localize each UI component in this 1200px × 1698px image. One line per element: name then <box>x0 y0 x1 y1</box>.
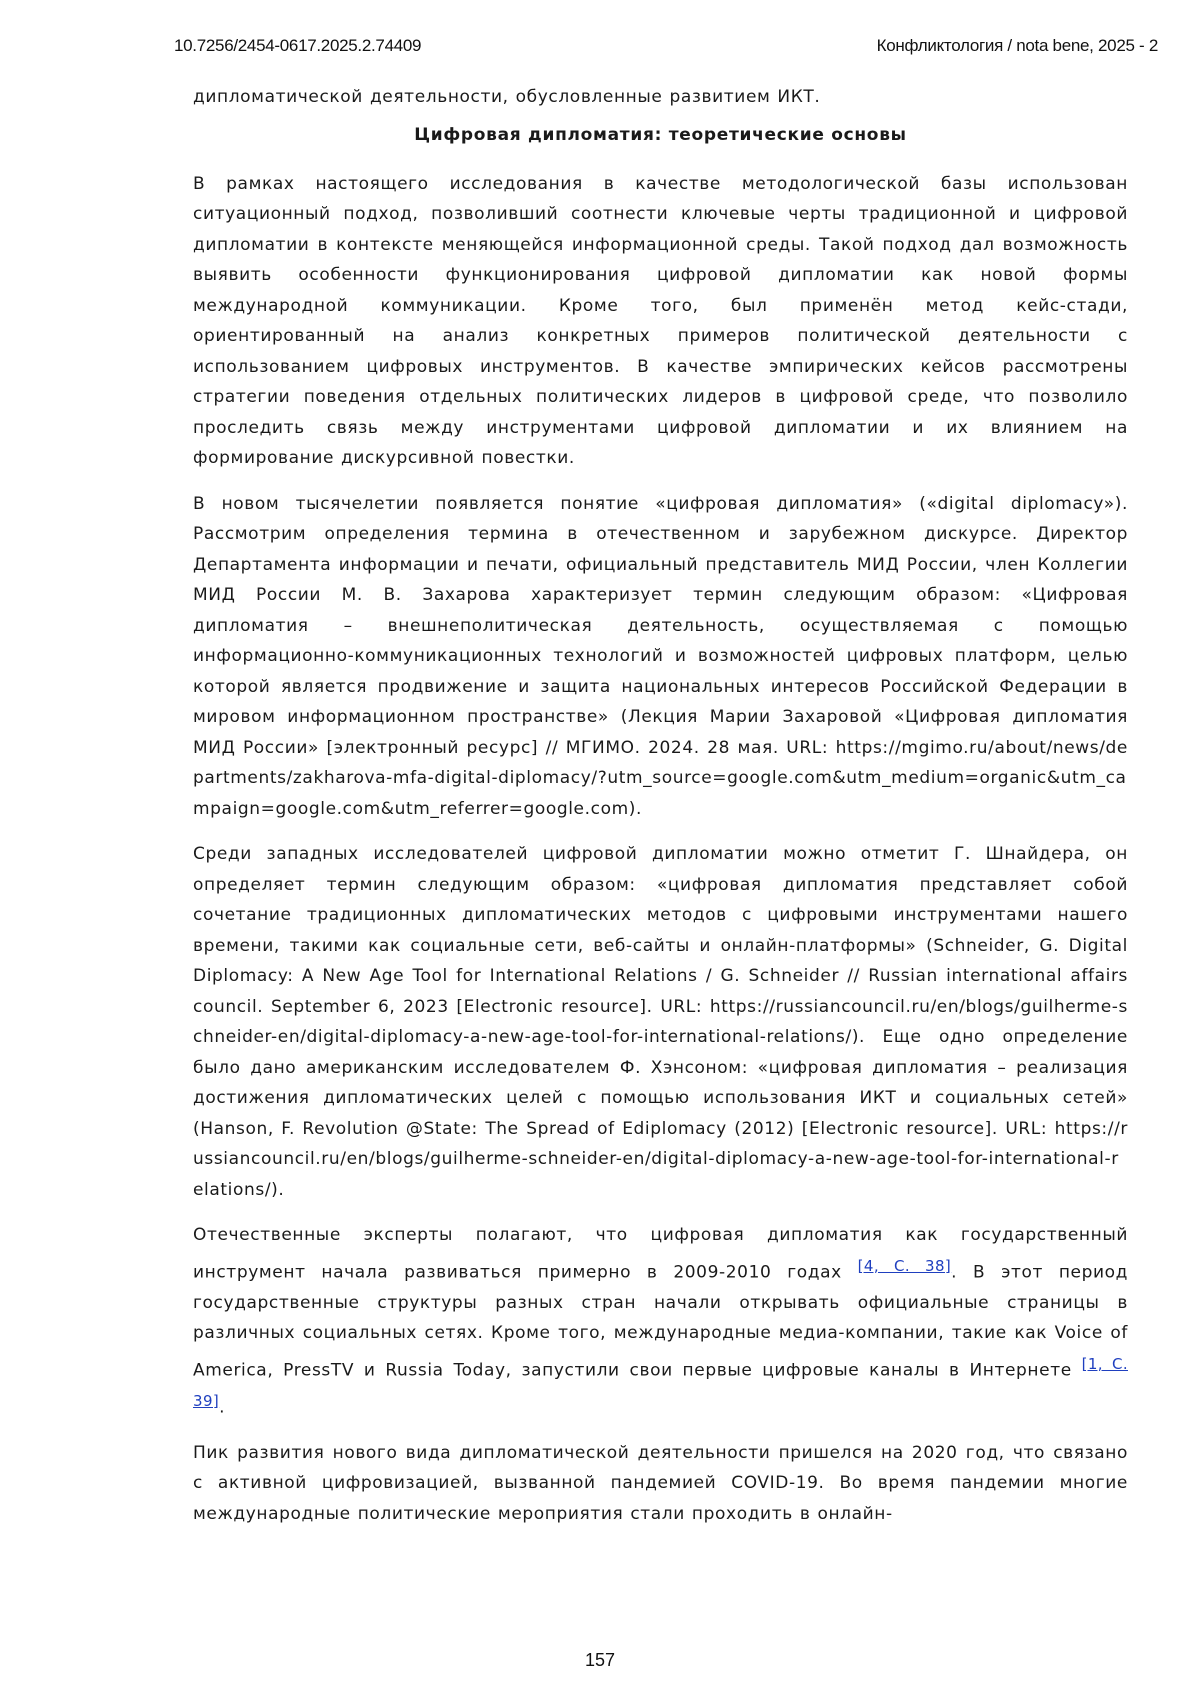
page-number: 157 <box>584 1650 616 1670</box>
url-text: https://russiancouncil.ru/en/blogs/guilherme-schneider-en/digital-diplomacy-a-new-age-tool-for-international-relations/). <box>193 1118 1128 1200</box>
paragraph-text: Еще одно определение было дано американским исследователем Ф. Хэнсоном: «цифровая дипломатия – реализация достижения дипломатических целей с помощью использования ИКТ и социальных сетей» (Hanson, F. Revolution @State: The Spread of Ediplomacy (2012) [Electronic resource]. URL: <box>193 1027 1128 1139</box>
citation-link[interactable]: [4, С. 38] <box>857 1256 952 1275</box>
paragraph-history <box>193 1220 1128 1423</box>
paragraph-text: Среди западных исследователей цифровой дипломатии можно отметит Г. Шнайдера, он определяет термин следующим образом: «цифровая дипломатия представляет собой сочетание традиционных дипломатических методов с цифровыми инструментами нашего времени, такими как социальные сети, веб-сайты и онлайн-платформы» (Schneider, G. Digital Diplomacy: A New Age Tool for International Relations / G. Schneider // Russian international affairs council. September 6, 2023 [Electronic resource]. URL: <box>193 844 1128 1017</box>
url-text: https://russiancouncil.ru/en/blogs/guilherme-schneider-en/digital-diplomacy-a-new-age-tool-for-international-relations/). <box>193 996 1128 1047</box>
paragraph-methodology: В рамках настоящего исследования в качестве методологической базы использован ситуационный подход, позволивший соотнести ключевые черты традиционной и цифровой дипломатии в контексте меняющейся информационной среды. Такой подход дал возможность выявить особенности функционирования цифровой дипломатии как новой формы международной коммуникации. Кроме того, был применён метод кейс-стади, ориентированный на анализ конкретных примеров политической деятельности с использованием цифровых инструментов. В качестве эмпирических кейсов рассмотрены стратегии поведения отдельных политических лидеров в цифровой среде, что позволило проследить связь между инструментами цифровой дипломатии и их влиянием на формирование дискурсивной повестки. <box>193 173 1128 468</box>
paragraph-pandemic: Пик развития нового вида дипломатической деятельности пришелся на 2020 год, что связано с активной цифровизацией, вызванной пандемией COVID-19. Во время пандемии многие международные политические мероприятия стали проходить в онлайн- <box>193 1442 1128 1524</box>
article-body <box>193 82 1128 1544</box>
journal-header: Конфликтология / nota bene, 2025 - 2 <box>876 36 1158 55</box>
paragraph-definition-foreign <box>193 839 1128 1205</box>
url-text: https://mgimo.ru/about/news/departments/zakharova-mfa-digital-diplomacy/?utm_source=google.com&utm_medium=organic&utm_campaign=google.com&utm_referrer=google.com). <box>193 737 1128 819</box>
paragraph-text: Отечественные эксперты полагают, что цифровая дипломатия как государственный инструмент начала развиваться примерно в 2009-2010 годах <box>193 1225 1128 1283</box>
paragraph-text: В новом тысячелетии появляется понятие «цифровая дипломатия» («digital diplomacy»). Рассмотрим определения термина в отечественном и зарубежном дискурсе. Директор Департамента информации и печати, официальный представитель МИД России, член Коллегии МИД России М. В. Захарова характеризует термин следующим образом: «Цифровая дипломатия – внешнеполитическая деятельность, осуществляемая с помощью информационно-коммуникационных технологий и возможностей цифровых платформ, целью которой является продвижение и защита национальных интересов Российской Федерации в мировом информационном пространстве» (Лекция Марии Захаровой «Цифровая дипломатия МИД России» [электронный ресурс] // МГИМО. 2024. 28 мая. URL: <box>193 493 1128 758</box>
paragraph-text: . <box>219 1397 226 1418</box>
paragraph-text: . В этот период государственные структуры разных стран начали открывать официальные страницы в различных социальных сетях. Кроме того, международные медиа-компании, такие как Voice of America, PressTV и Russia Today, запустили свои первые цифровые каналы в Интернете <box>193 1262 1128 1381</box>
paragraph-intro-tail: дипломатической деятельности, обусловленные развитием ИКТ. <box>193 87 821 107</box>
citation-link[interactable]: [1, С. 39] <box>193 1354 1128 1410</box>
paragraph-definition-domestic <box>193 489 1128 825</box>
section-heading: Цифровая дипломатия: теоретические основы <box>414 124 907 145</box>
doi-header: 10.7256/2454-0617.2025.2.74409 <box>174 36 422 55</box>
